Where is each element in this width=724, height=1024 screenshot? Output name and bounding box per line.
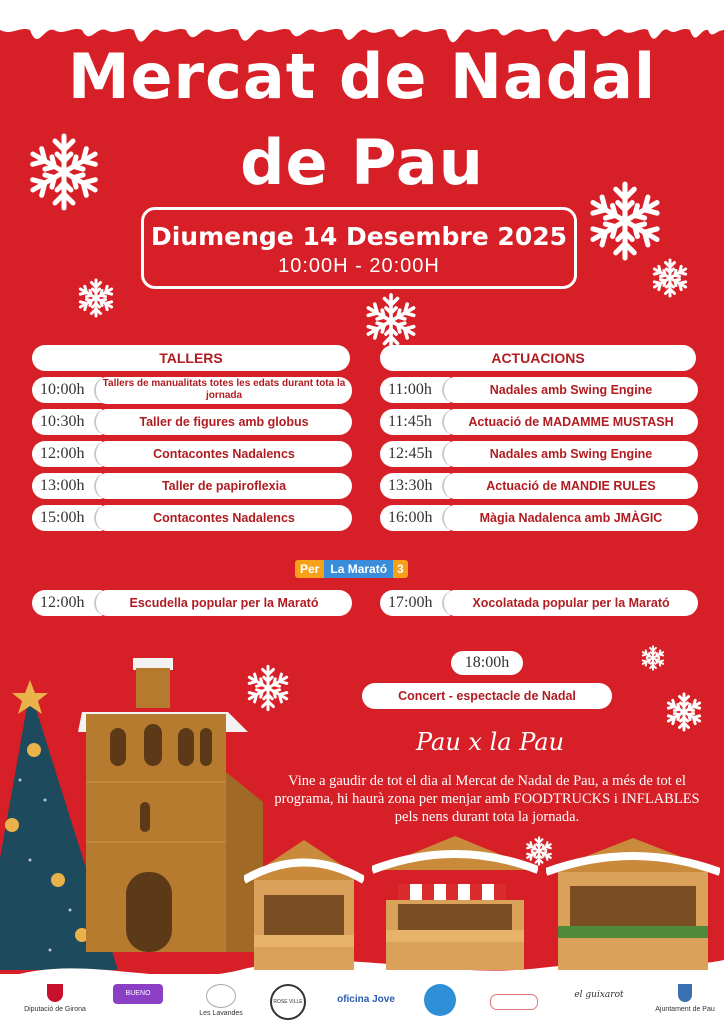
snowflake-icon <box>24 132 104 212</box>
actuacio-row <box>380 409 696 435</box>
actuacio-time: 12:45h <box>380 441 450 467</box>
sponsor-logo <box>566 984 632 1020</box>
marato-event-time: 12:00h <box>32 590 102 616</box>
event-hours: 10:00H - 20:00H <box>278 255 440 277</box>
marato-name: La Marató <box>324 560 393 578</box>
slogan: Pau x la Pau <box>415 728 565 756</box>
sponsor-logo <box>650 984 720 1020</box>
sponsor-name: el guixarot <box>574 990 624 1000</box>
snowflake-icon <box>76 278 116 318</box>
taller-row <box>32 505 350 531</box>
taller-time: 10:30h <box>32 409 102 435</box>
date-box <box>141 207 577 289</box>
taller-time: 15:00h <box>32 505 102 531</box>
taller-row <box>32 473 350 499</box>
description: Vine a gaudir de tot el dia al Mercat de Nadal de Pau, a més de tot el programa, hi haurà zona per menjar amb FOODTRUCKS i INFLABLES pels nens durant tota la jornada. <box>274 773 700 825</box>
event-date: Diumenge 14 Desembre 2025 <box>150 222 568 251</box>
actuacio-row <box>380 473 696 499</box>
actuacio-label: Nadales amb Swing Engine <box>442 441 698 467</box>
snowflake-icon <box>640 645 666 671</box>
taller-label: Tallers de manualitats totes les edats durant tota la jornada <box>94 377 352 404</box>
actuacio-label: Actuació de MANDIE RULES <box>442 473 698 499</box>
actuacions-heading: ACTUACIONS <box>380 345 696 371</box>
taller-time: 13:00h <box>32 473 102 499</box>
sponsor-name: Ajuntament de Pau <box>655 1006 715 1013</box>
sponsor-logo <box>328 984 404 1020</box>
la-marato-logo <box>295 559 408 579</box>
taller-time: 10:00h <box>32 377 102 403</box>
sponsor-logo <box>20 984 90 1020</box>
actuacio-label: Actuació de MADAMME MUSTASH <box>442 409 698 435</box>
taller-row <box>32 441 350 467</box>
actuacio-label: Nadales amb Swing Engine <box>442 377 698 403</box>
taller-label: Contacontes Nadalencs <box>94 505 352 531</box>
actuacio-row <box>380 505 696 531</box>
snowflake-icon <box>664 692 704 732</box>
title-line-1: Mercat de Nadal <box>67 40 657 113</box>
actuacio-label: Màgia Nadalenca amb JMÀGIC <box>442 505 698 531</box>
sponsor-logo <box>268 984 308 1020</box>
market-stall-illustration <box>546 838 720 970</box>
snowflake-icon <box>584 180 666 262</box>
actuacio-row <box>380 377 696 403</box>
sponsor-name: oficina Jove <box>337 994 395 1005</box>
actuacio-time: 11:00h <box>380 377 450 403</box>
sponsor-name: ROSE VILLE <box>270 984 306 1020</box>
marato-event-row <box>380 590 696 616</box>
marato-per: Per <box>295 560 324 578</box>
taller-label: Taller de papiroflexia <box>94 473 352 499</box>
church-illustration <box>78 652 268 952</box>
sponsor-name: Diputació de Girona <box>24 1006 86 1013</box>
actuacio-time: 16:00h <box>380 505 450 531</box>
snowflake-icon <box>362 292 420 350</box>
sponsor-name: Les Lavandes <box>199 1010 243 1017</box>
marato-event-time: 17:00h <box>380 590 450 616</box>
tallers-heading: TALLERS <box>32 345 350 371</box>
taller-label: Taller de figures amb globus <box>94 409 352 435</box>
marato-event-label: Escudella popular per la Marató <box>94 590 352 616</box>
actuacio-time: 11:45h <box>380 409 450 435</box>
title-line-2: de Pau <box>240 126 484 199</box>
taller-time: 12:00h <box>32 441 102 467</box>
tv3-icon: 3 <box>393 560 408 578</box>
actuacio-time: 13:30h <box>380 473 450 499</box>
concert-label: Concert - espectacle de Nadal <box>362 683 612 709</box>
sponsor-logo <box>420 984 460 1020</box>
marato-event-label: Xocolatada popular per la Marató <box>442 590 698 616</box>
market-stall-illustration <box>372 836 538 970</box>
taller-label: Contacontes Nadalencs <box>94 441 352 467</box>
sponsor-name: BUENO DANCE <box>113 984 163 1004</box>
sponsor-logo <box>486 984 542 1020</box>
taller-row <box>32 377 350 403</box>
actuacio-row <box>380 441 696 467</box>
snowflake-icon <box>650 258 690 298</box>
concert-time: 18:00h <box>451 651 523 675</box>
market-stall-illustration <box>244 840 364 970</box>
taller-row <box>32 409 350 435</box>
marato-event-row <box>32 590 350 616</box>
sponsor-logo <box>196 984 246 1020</box>
sponsor-logo <box>108 984 168 1020</box>
